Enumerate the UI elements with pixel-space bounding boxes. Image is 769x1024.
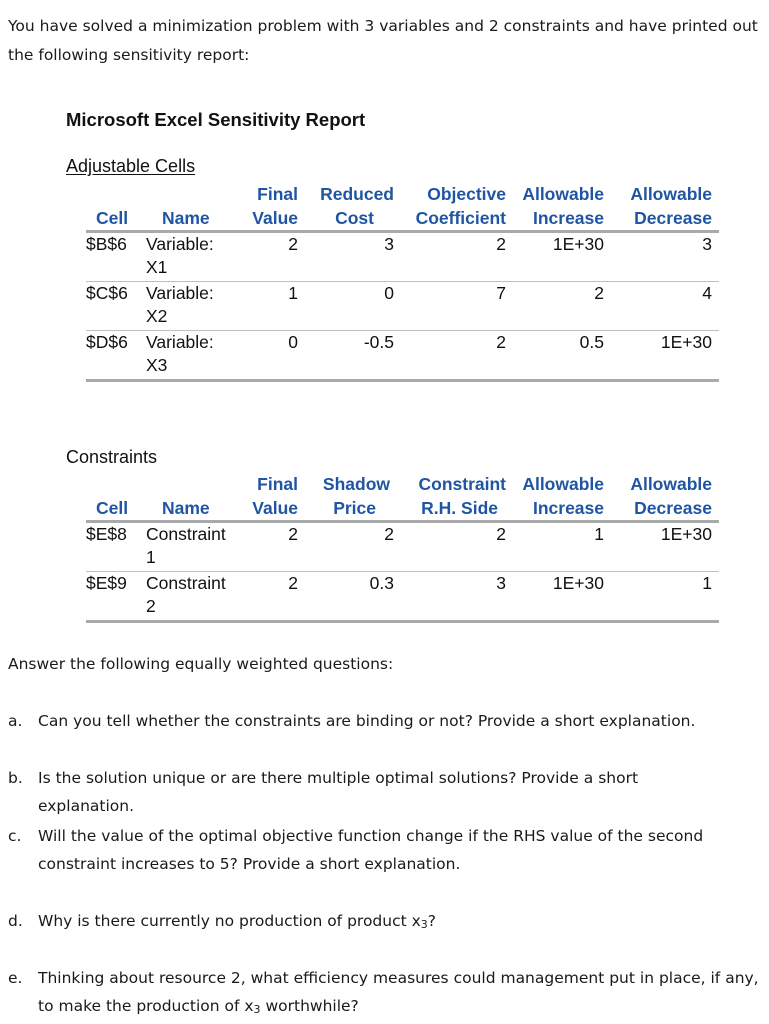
final-value: 2 <box>288 573 298 593</box>
name-line2: X2 <box>146 306 168 326</box>
question-d <box>8 907 768 937</box>
header-objective-coefficient: Objective Coefficient <box>415 184 506 228</box>
name-line1: Variable: <box>146 234 214 254</box>
name-line1: Constraint <box>146 524 226 544</box>
header-shadow-price: Shadow Price <box>322 474 390 518</box>
header-name: Name <box>162 498 210 518</box>
allowable-increase: 1 <box>594 524 604 544</box>
reduced-cost: -0.5 <box>363 332 394 352</box>
adjustable-cells-table <box>86 182 719 382</box>
question-text: Can you tell whether the constraints are binding or not? Provide a short explanation. <box>38 712 696 730</box>
shadow-price: 2 <box>384 524 394 544</box>
name-line2: X1 <box>146 257 168 277</box>
question-label: e. <box>8 969 23 987</box>
table-row <box>86 331 719 382</box>
allowable-decrease: 3 <box>702 234 712 254</box>
cell-ref: $B$6 <box>86 234 127 254</box>
objective-coefficient: 7 <box>496 283 506 303</box>
question-text: Is the solution unique or are there multiple optimal solutions? Provide a short explanation. <box>38 769 639 815</box>
name-line2: 2 <box>146 596 156 616</box>
header-reduced-cost: Reduced Cost <box>320 184 394 228</box>
constraints-label: Constraints <box>66 447 158 467</box>
question-label: b. <box>8 769 23 787</box>
header-allowable-decrease: Allowable Decrease <box>630 184 712 228</box>
constraint-rhs: 3 <box>496 573 506 593</box>
header-final-value: Final Value <box>252 474 298 518</box>
question-label: d. <box>8 912 23 930</box>
cell-ref: $D$6 <box>86 332 128 352</box>
allowable-decrease: 1E+30 <box>660 332 712 352</box>
shadow-price: 0.3 <box>369 573 394 593</box>
reduced-cost: 0 <box>384 283 394 303</box>
table-row <box>86 523 719 572</box>
header-allowable-increase: Allowable Increase <box>522 474 604 518</box>
objective-coefficient: 2 <box>496 234 506 254</box>
allowable-increase: 1E+30 <box>552 573 604 593</box>
answer-prompt: Answer the following equally weighted questions: <box>8 655 394 673</box>
question-label: c. <box>8 827 22 845</box>
table-row <box>86 282 719 331</box>
allowable-increase: 0.5 <box>579 332 604 352</box>
constraint-rhs: 2 <box>496 524 506 544</box>
cell-ref: $C$6 <box>86 283 128 303</box>
constraints-table <box>86 472 719 623</box>
name-line2: X3 <box>146 355 168 375</box>
allowable-increase: 2 <box>594 283 604 303</box>
name-line1: Variable: <box>146 332 214 352</box>
cell-ref: $E$8 <box>86 524 127 544</box>
final-value: 1 <box>288 283 298 303</box>
allowable-decrease: 1E+30 <box>660 524 712 544</box>
question-text: Thinking about resource 2, what efficiency measures could management put in place, if any, to make the production of $x_3$ worthwhile? <box>38 969 759 1016</box>
name-line1: Constraint <box>146 573 226 593</box>
allowable-decrease: 1 <box>702 573 712 593</box>
question-text: Will the value of the optimal objective function change if the RHS value of the second constraint increases to 5? Provide a short explanation. <box>38 827 704 873</box>
cell-ref: $E$9 <box>86 573 127 593</box>
question-a <box>8 707 768 737</box>
table-row <box>86 233 719 282</box>
name-line1: Variable: <box>146 283 214 303</box>
question-text: Why is there currently no production of product $x_3$? <box>38 912 437 931</box>
reduced-cost: 3 <box>384 234 394 254</box>
table-header <box>86 472 719 523</box>
intro-text: You have solved a minimization problem with 3 variables and 2 constraints and have printed out the following sensitivity report: <box>8 17 758 64</box>
objective-coefficient: 2 <box>496 332 506 352</box>
header-name: Name <box>162 208 210 228</box>
question-c <box>8 822 768 880</box>
header-cell: Cell <box>96 208 129 228</box>
header-cell: Cell <box>96 498 129 518</box>
table-row <box>86 572 719 623</box>
final-value: 0 <box>288 332 298 352</box>
question-e <box>8 964 768 1022</box>
header-allowable-decrease: Allowable Decrease <box>630 474 712 518</box>
table-header <box>86 182 719 233</box>
final-value: 2 <box>288 524 298 544</box>
final-value: 2 <box>288 234 298 254</box>
report-title: Microsoft Excel Sensitivity Report <box>66 109 366 130</box>
question-label: a. <box>8 712 23 730</box>
adjustable-cells-label <box>66 156 195 177</box>
header-allowable-increase: Allowable Increase <box>522 184 604 228</box>
question-b <box>8 764 768 822</box>
header-final-value: Final Value <box>252 184 298 228</box>
allowable-decrease: 4 <box>702 283 712 303</box>
adjustable-cells-label-text: Adjustable Cells <box>66 156 196 176</box>
name-line2: 1 <box>146 547 156 567</box>
allowable-increase: 1E+30 <box>552 234 604 254</box>
header-constraint-rhs: Constraint R.H. Side <box>418 474 506 518</box>
